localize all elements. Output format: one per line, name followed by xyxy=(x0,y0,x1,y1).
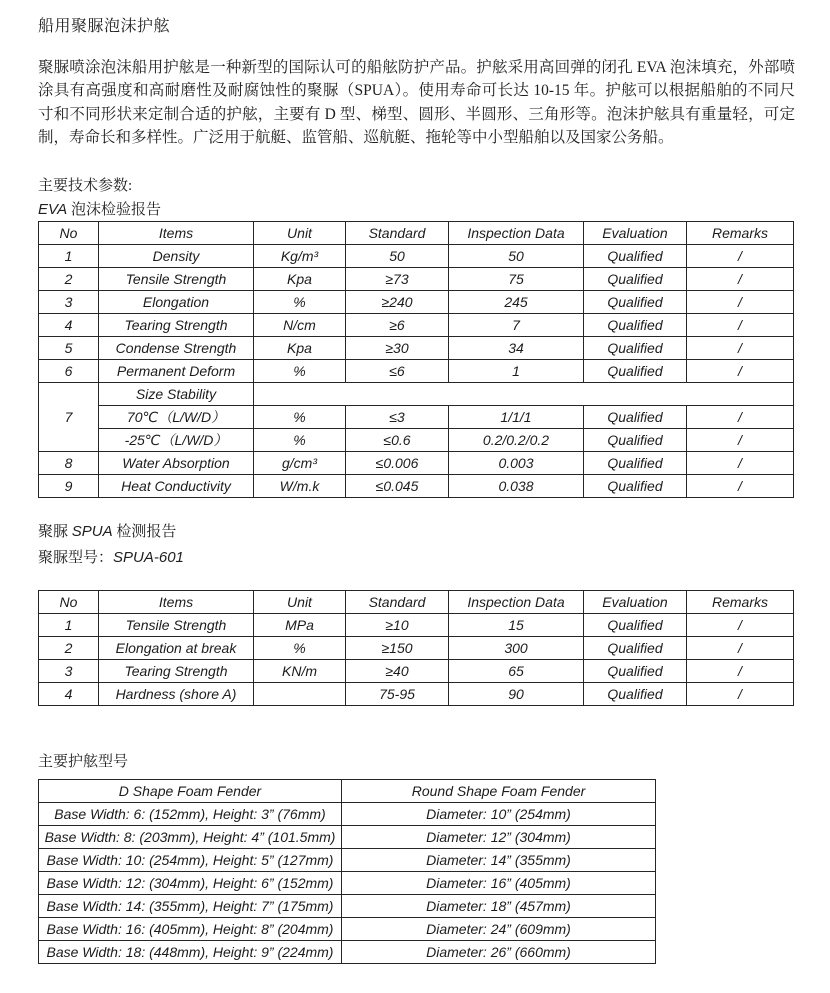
table-cell xyxy=(254,683,346,706)
table-cell: % xyxy=(254,637,346,660)
table-cell: % xyxy=(254,406,346,429)
table-cell: 3 xyxy=(39,291,99,314)
table-cell: Kg/m³ xyxy=(254,245,346,268)
table-cell: % xyxy=(254,360,346,383)
column-header: Remarks xyxy=(687,591,794,614)
table-cell: 50 xyxy=(449,245,584,268)
section-heading-parameters: 主要技术参数: xyxy=(38,178,133,194)
table-cell: Qualified xyxy=(584,337,687,360)
table-cell: ≥6 xyxy=(346,314,449,337)
table-cell: Diameter: 24” (609mm) xyxy=(342,918,656,941)
column-header: Standard xyxy=(346,591,449,614)
table-cell: MPa xyxy=(254,614,346,637)
table-row xyxy=(39,475,794,498)
table-cell: Permanent Deform xyxy=(99,360,254,383)
table-cell: 65 xyxy=(449,660,584,683)
table-cell: ≤0.006 xyxy=(346,452,449,475)
table-cell: Qualified xyxy=(584,683,687,706)
table-cell: Diameter: 12” (304mm) xyxy=(342,826,656,849)
column-header: No xyxy=(39,591,99,614)
table-cell: / xyxy=(687,268,794,291)
table-cell: Diameter: 26” (660mm) xyxy=(342,941,656,964)
table-cell: 1 xyxy=(39,245,99,268)
table-row xyxy=(39,872,656,895)
column-header: Items xyxy=(99,222,254,245)
column-header: Round Shape Foam Fender xyxy=(342,780,656,803)
table-cell: / xyxy=(687,406,794,429)
table-row xyxy=(39,895,656,918)
table-row xyxy=(39,360,794,383)
table-row xyxy=(39,268,794,291)
spua-model-line xyxy=(38,546,184,567)
table-cell: 6 xyxy=(39,360,99,383)
spua-label: SPUA xyxy=(71,523,113,540)
table-cell: Qualified xyxy=(584,660,687,683)
table-cell: Tensile Strength xyxy=(99,614,254,637)
column-header: Items xyxy=(99,591,254,614)
table-cell: Qualified xyxy=(584,475,687,498)
eva-heading-cjk: 泡沫检验报告 xyxy=(67,202,161,218)
table-cell: Qualified xyxy=(584,452,687,475)
table-cell: 1 xyxy=(449,360,584,383)
table-cell: / xyxy=(687,637,794,660)
table-row xyxy=(39,406,794,429)
table-cell: 1 xyxy=(39,614,99,637)
table-cell: Base Width: 8: (203mm), Height: 4” (101.5mm) xyxy=(39,826,342,849)
table-cell: / xyxy=(687,614,794,637)
column-header: Unit xyxy=(254,591,346,614)
table-row xyxy=(39,660,794,683)
table-header-row xyxy=(39,780,656,803)
table-cell: 9 xyxy=(39,475,99,498)
table-row xyxy=(39,245,794,268)
table-row xyxy=(39,429,794,452)
spua-report-table xyxy=(38,590,794,706)
table-cell: Kpa xyxy=(254,268,346,291)
table-cell: Qualified xyxy=(584,406,687,429)
table-cell: Kpa xyxy=(254,337,346,360)
table-row xyxy=(39,637,794,660)
table-cell: 15 xyxy=(449,614,584,637)
table-cell: 0.2/0.2/0.2 xyxy=(449,429,584,452)
table-cell: 70℃（L/W/D） xyxy=(99,406,254,429)
column-header: D Shape Foam Fender xyxy=(39,780,342,803)
table-cell: Diameter: 18” (457mm) xyxy=(342,895,656,918)
table-cell: g/cm³ xyxy=(254,452,346,475)
spua-heading-cjk1: 聚脲 xyxy=(38,524,72,540)
table-cell: / xyxy=(687,291,794,314)
table-cell: Size Stability xyxy=(99,383,254,406)
table-cell: Base Width: 6: (152mm), Height: 3” (76mm) xyxy=(39,803,342,826)
table-cell: 90 xyxy=(449,683,584,706)
table-cell: Tearing Strength xyxy=(99,314,254,337)
table-cell: 0.038 xyxy=(449,475,584,498)
table-cell: Base Width: 12: (304mm), Height: 6” (152mm) xyxy=(39,872,342,895)
table-cell: 50 xyxy=(346,245,449,268)
table-row xyxy=(39,826,656,849)
table-cell: 34 xyxy=(449,337,584,360)
table-cell: ≥30 xyxy=(346,337,449,360)
table-cell: N/cm xyxy=(254,314,346,337)
table-cell: 4 xyxy=(39,683,99,706)
table-cell: / xyxy=(687,683,794,706)
section-heading-eva-report xyxy=(38,198,161,219)
table-cell: 4 xyxy=(39,314,99,337)
section-heading-fender-models: 主要护舷型号 xyxy=(38,754,129,770)
table-cell: / xyxy=(687,429,794,452)
table-cell: 2 xyxy=(39,637,99,660)
table-cell: ≥40 xyxy=(346,660,449,683)
table-cell: / xyxy=(687,475,794,498)
table-cell: Base Width: 10: (254mm), Height: 5” (127mm) xyxy=(39,849,342,872)
table-row xyxy=(39,614,794,637)
table-cell: Condense Strength xyxy=(99,337,254,360)
table-cell: Qualified xyxy=(584,245,687,268)
table-cell: Elongation xyxy=(99,291,254,314)
table-cell: 300 xyxy=(449,637,584,660)
table-cell: Base Width: 14: (355mm), Height: 7” (175mm) xyxy=(39,895,342,918)
table-cell: / xyxy=(687,360,794,383)
table-cell: Qualified xyxy=(584,360,687,383)
table-cell: Diameter: 16” (405mm) xyxy=(342,872,656,895)
table-cell: / xyxy=(687,660,794,683)
table-cell: ≥73 xyxy=(346,268,449,291)
page-title: 船用聚脲泡沫护舷 xyxy=(38,18,171,35)
column-header: Remarks xyxy=(687,222,794,245)
table-cell: 5 xyxy=(39,337,99,360)
table-cell: 75-95 xyxy=(346,683,449,706)
column-header: Evaluation xyxy=(584,591,687,614)
column-header: Evaluation xyxy=(584,222,687,245)
table-row xyxy=(39,291,794,314)
column-header: Inspection Data xyxy=(449,591,584,614)
table-cell: / xyxy=(687,245,794,268)
table-cell: Qualified xyxy=(584,314,687,337)
table-cell: Water Absorption xyxy=(99,452,254,475)
table-row xyxy=(39,941,656,964)
table-header-row xyxy=(39,222,794,245)
table-row xyxy=(39,918,656,941)
table-cell: Diameter: 10” (254mm) xyxy=(342,803,656,826)
table-cell: -25℃（L/W/D） xyxy=(99,429,254,452)
table-cell: 245 xyxy=(449,291,584,314)
eva-label: EVA xyxy=(38,201,68,218)
intro-paragraph: 聚脲喷涂泡沫船用护舷是一种新型的国际认可的船舷防护产品。护舷采用高回弹的闭孔 EVA 泡沫填充，外部喷涂具有高强度和高耐磨性及耐腐蚀性的聚脲（SPUA）。使用寿命可长达 10-15 年。护舷可以根据船舶的不同尺寸和不同形状来定制合适的护舷，主要有 D 型、梯型、圆形、半圆形、三角形等。泡沫护舷具有重量轻，可定制，寿命长和多样性。广泛用于航艇、监管船、巡航艇、拖轮等中小型船舶以及国家公务船。 xyxy=(38,59,795,147)
table-cell: Tensile Strength xyxy=(99,268,254,291)
table-cell: ≤0.6 xyxy=(346,429,449,452)
column-header: Unit xyxy=(254,222,346,245)
table-cell-empty xyxy=(254,383,794,406)
table-cell: Density xyxy=(99,245,254,268)
table-cell: Qualified xyxy=(584,637,687,660)
table-cell: Tearing Strength xyxy=(99,660,254,683)
table-cell: Elongation at break xyxy=(99,637,254,660)
table-cell: 75 xyxy=(449,268,584,291)
column-header: Standard xyxy=(346,222,449,245)
table-cell: ≥10 xyxy=(346,614,449,637)
table-cell: Qualified xyxy=(584,429,687,452)
table-cell: W/m.k xyxy=(254,475,346,498)
spua-heading-cjk2: 检测报告 xyxy=(112,524,177,540)
table-cell: ≥240 xyxy=(346,291,449,314)
spua-model-value: SPUA-601 xyxy=(113,549,184,566)
table-cell: Heat Conductivity xyxy=(99,475,254,498)
table-cell: 1/1/1 xyxy=(449,406,584,429)
table-cell: 0.003 xyxy=(449,452,584,475)
table-cell: % xyxy=(254,429,346,452)
table-cell: ≤3 xyxy=(346,406,449,429)
table-cell: Hardness (shore A) xyxy=(99,683,254,706)
table-cell: % xyxy=(254,291,346,314)
table-cell: / xyxy=(687,452,794,475)
table-cell: Base Width: 16: (405mm), Height: 8” (204mm) xyxy=(39,918,342,941)
table-cell: Qualified xyxy=(584,268,687,291)
table-row xyxy=(39,849,656,872)
table-cell: 3 xyxy=(39,660,99,683)
table-cell: Base Width: 18: (448mm), Height: 9” (224mm) xyxy=(39,941,342,964)
table-header-row xyxy=(39,591,794,614)
table-row xyxy=(39,803,656,826)
table-row xyxy=(39,452,794,475)
fender-models-table xyxy=(38,779,656,964)
table-cell-group-no: 7 xyxy=(39,383,99,452)
table-cell: ≥150 xyxy=(346,637,449,660)
table-cell: Diameter: 14” (355mm) xyxy=(342,849,656,872)
column-header: Inspection Data xyxy=(449,222,584,245)
table-cell: / xyxy=(687,337,794,360)
table-cell: 8 xyxy=(39,452,99,475)
table-cell: / xyxy=(687,314,794,337)
table-cell: Qualified xyxy=(584,614,687,637)
table-cell: ≤6 xyxy=(346,360,449,383)
table-cell: ≤0.045 xyxy=(346,475,449,498)
table-row xyxy=(39,337,794,360)
column-header: No xyxy=(39,222,99,245)
table-row-size-stability xyxy=(39,383,794,406)
table-cell: 7 xyxy=(449,314,584,337)
section-heading-spua-report xyxy=(38,520,176,541)
table-cell: Qualified xyxy=(584,291,687,314)
table-cell: KN/m xyxy=(254,660,346,683)
spua-model-label: 聚脲型号： xyxy=(38,550,114,566)
table-row xyxy=(39,683,794,706)
eva-foam-report-table xyxy=(38,221,794,498)
table-cell: 2 xyxy=(39,268,99,291)
table-row xyxy=(39,314,794,337)
